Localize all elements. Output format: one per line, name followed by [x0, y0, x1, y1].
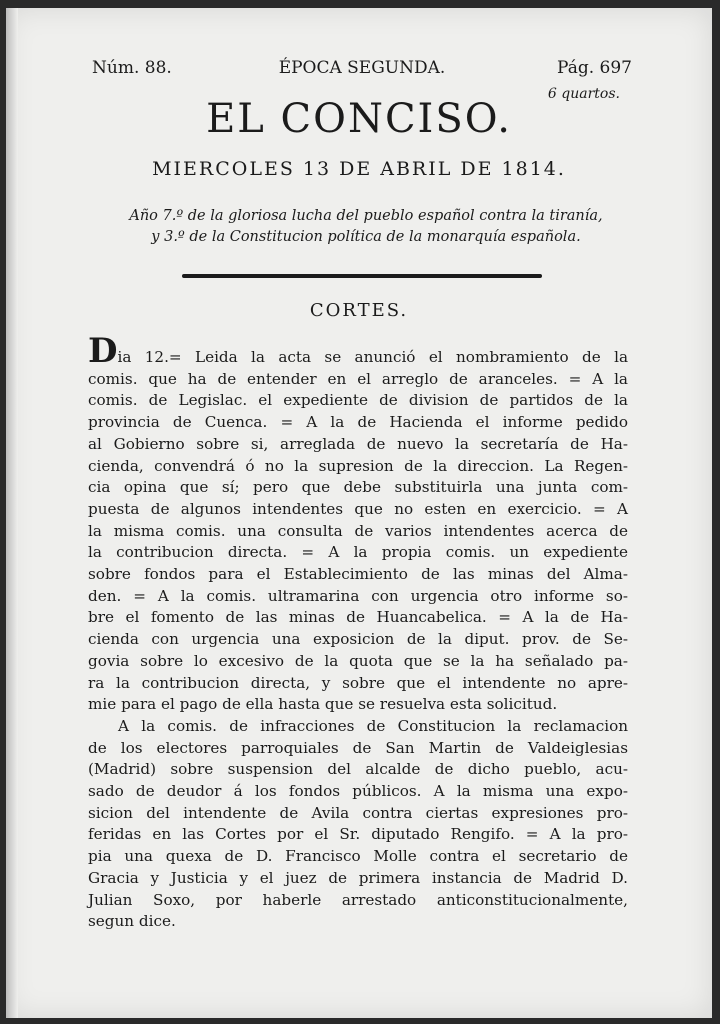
epoch-label: ÉPOCA SEGUNDA. [278, 58, 446, 78]
article-line: (Madrid) sobre suspension del alcalde de dicho pueblo, acu- [88, 760, 628, 779]
section-title: CORTES. [309, 300, 409, 321]
article-line: Julian Soxo, por haberle arrestado anticonstitucionalmente, [88, 890, 628, 909]
article-line: cienda con urgencia una exposicion de la diput. prov. de Se- [88, 630, 628, 649]
article-line: sicion del intendente de Avila contra ciertas expresiones pro- [88, 803, 628, 822]
article-line: al Gobierno sobre si, arreglada de nuevo la secretaría de Ha- [88, 434, 628, 453]
article-line: la contribucion directa. = A la propia comis. un expediente [88, 543, 628, 562]
article-line: Gracia y Justicia y el juez de primera instancia de Madrid D. [88, 868, 628, 887]
article-line: provincia de Cuenca. = A la de Hacienda el informe pedido [88, 413, 628, 432]
tagline [66, 206, 666, 248]
newspaper-page [6, 8, 712, 1018]
article-line: cienda, convendrá ó no la supresion de la direccion. La Regen- [88, 456, 628, 475]
article-body [88, 331, 628, 933]
price-label: 6 quartos. [547, 86, 620, 102]
page-number: Pág. 697 [557, 58, 632, 78]
article-line: segun dice. [88, 912, 176, 931]
article-line: cia opina que sí; pero que debe substituirla una junta com- [88, 478, 628, 497]
article-line: A la comis. de infracciones de Constitucion la reclamacion [118, 716, 628, 735]
article-line: de los electores parroquiales de San Martin de Valdeiglesias [88, 738, 628, 757]
article-line: mie para el pago de ella hasta que se resuelva esta solicitud. [88, 695, 558, 714]
divider-rule [182, 274, 542, 278]
article-line: sobre fondos para el Establecimiento de las minas del Alma- [88, 565, 628, 584]
tagline-line-2: y 3.º de la Constitucion política de la monarquía española. [151, 229, 581, 245]
newspaper-title: EL CONCISO. [206, 96, 512, 142]
article-line: puesta de algunos intendentes que no esten en exercicio. = A [88, 499, 628, 518]
article-line: feridas en las Cortes por el Sr. diputado Rengifo. = A la pro- [88, 825, 628, 844]
masthead-header-row [92, 58, 632, 84]
article-line: la misma comis. una consulta de varios intendentes acerca de [88, 521, 628, 540]
tagline-line-1: Año 7.º de la gloriosa lucha del pueblo español contra la tiranía, [129, 208, 603, 224]
article-line: den. = A la comis. ultramarina con urgencia otro informe so- [88, 586, 628, 605]
issue-number: Núm. 88. [92, 58, 172, 78]
drop-cap: D [88, 331, 118, 371]
article-line: govia sobre lo excesivo de la quota que se la ha señalado pa- [88, 651, 628, 670]
article-line: Dia 12.= Leida la acta se anunció el nombramiento de la [88, 331, 628, 371]
article-line: pia una quexa de D. Francisco Molle contra el secretario de [88, 847, 628, 866]
article-line: bre el fomento de las minas de Huancabelica. = A la de Ha- [88, 608, 628, 627]
article-line: sado de deudor á los fondos públicos. A la misma una expo- [88, 782, 628, 801]
article-line: ra la contribucion directa, y sobre que el intendente no apre- [88, 673, 628, 692]
article-line: comis. que ha de entender en el arreglo de aranceles. = A la [88, 369, 628, 388]
issue-date: MIERCOLES 13 DE ABRIL DE 1814. [152, 158, 566, 180]
article-line: comis. de Legislac. el expediente de division de partidos de la [88, 391, 628, 410]
